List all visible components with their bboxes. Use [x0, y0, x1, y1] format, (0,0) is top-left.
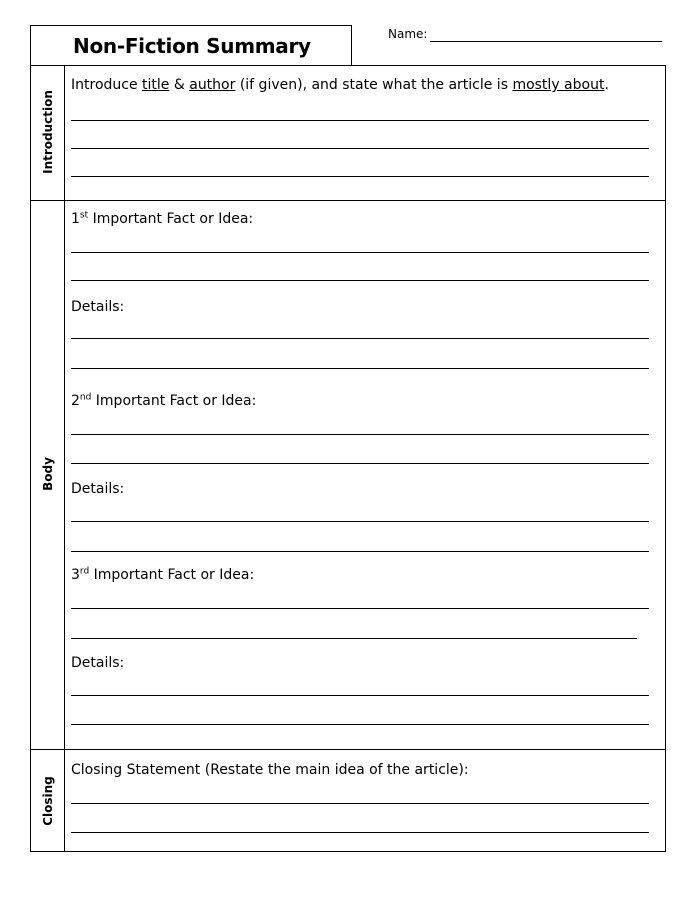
divider-body-closing [31, 749, 665, 750]
fact1-text: Important Fact or Idea: [88, 211, 254, 227]
fact2-number: 2 [71, 393, 80, 409]
details2-prompt: Details: [71, 481, 125, 497]
title-box [30, 25, 352, 65]
fact2-write-line[interactable] [71, 463, 649, 464]
fact3-ordinal: rd [79, 566, 90, 577]
intro-text-1: Introduce [71, 77, 143, 93]
worksheet-frame [30, 65, 666, 852]
details3-prompt: Details: [71, 655, 125, 671]
closing-write-line[interactable] [71, 803, 649, 804]
fact1-ordinal: st [79, 210, 89, 221]
name-area [388, 26, 662, 46]
fact2-ordinal: nd [79, 392, 92, 403]
name-label: Name: [388, 27, 428, 41]
intro-title-underlined: title [142, 77, 170, 93]
closing-prompt: Closing Statement (Restate the main idea of the article): [71, 762, 469, 778]
intro-author-underlined: author [189, 77, 236, 93]
fact3-prompt [71, 567, 254, 583]
details1-write-line[interactable] [71, 338, 649, 339]
intro-write-line[interactable] [71, 120, 649, 121]
fact1-number: 1 [71, 211, 80, 227]
details2-write-line[interactable] [71, 551, 649, 552]
closing-write-line[interactable] [71, 832, 649, 833]
intro-mostly-about-underlined: mostly about [512, 77, 605, 93]
fact1-prompt [71, 211, 253, 227]
intro-text-4: . [604, 77, 609, 93]
details1-prompt: Details: [71, 299, 125, 315]
details2-write-line[interactable] [71, 521, 649, 522]
name-write-line[interactable] [430, 41, 662, 42]
fact1-write-line[interactable] [71, 252, 649, 253]
details3-write-line[interactable] [71, 724, 649, 725]
intro-write-line[interactable] [71, 148, 649, 149]
fact2-text: Important Fact or Idea: [91, 393, 257, 409]
details3-write-line[interactable] [71, 695, 649, 696]
fact3-text: Important Fact or Idea: [89, 567, 255, 583]
fact2-prompt [71, 393, 256, 409]
introduction-label: Introduction [41, 90, 55, 174]
divider-intro-body [31, 200, 665, 201]
intro-write-line[interactable] [71, 176, 649, 177]
fact3-number: 3 [71, 567, 80, 583]
worksheet-title: Non-Fiction Summary [73, 34, 311, 58]
intro-text-2: & [169, 77, 190, 93]
body-label: Body [41, 457, 55, 491]
introduction-prompt [71, 77, 609, 93]
intro-text-3: (if given), and state what the article is [235, 77, 513, 93]
fact1-write-line[interactable] [71, 280, 649, 281]
closing-label: Closing [41, 776, 55, 826]
fact2-write-line[interactable] [71, 434, 649, 435]
fact3-write-line[interactable] [71, 608, 649, 609]
details1-write-line[interactable] [71, 368, 649, 369]
fact3-write-line[interactable] [71, 638, 637, 639]
